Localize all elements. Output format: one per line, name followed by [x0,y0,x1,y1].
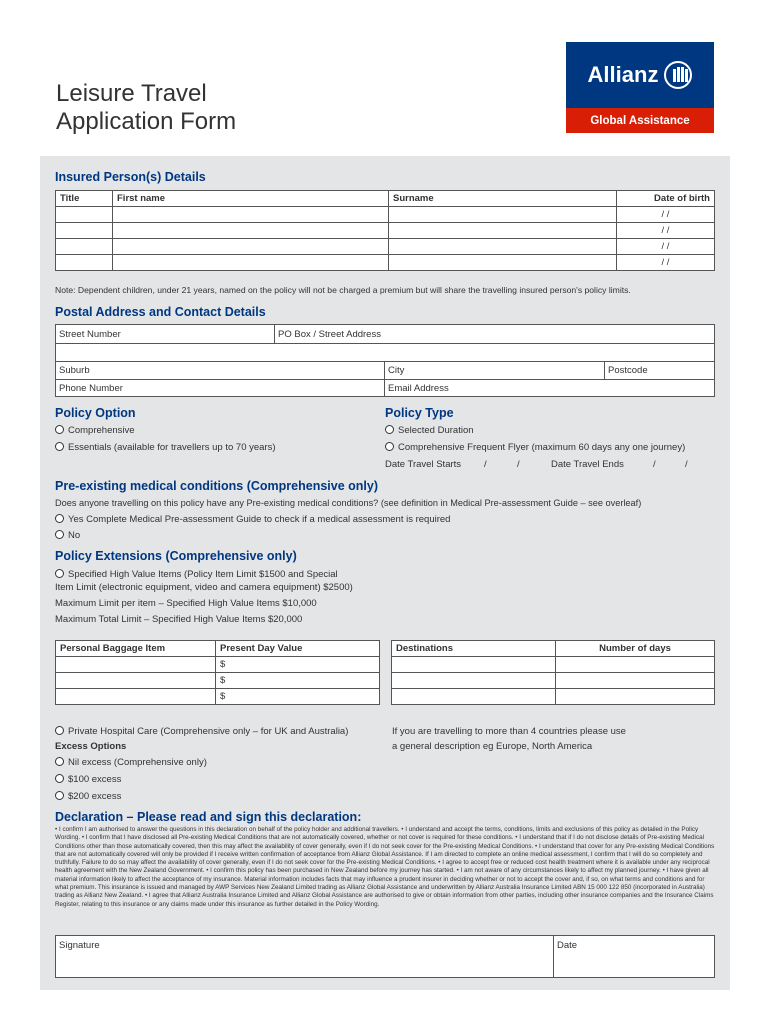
high-value-label-1: Specified High Value Items (Policy Item Limit $1500 and Special [68,569,338,580]
baggage-item-cell[interactable] [56,689,216,705]
medical-no-label: No [68,530,81,541]
medical-yes[interactable] [55,514,450,525]
policy-type-heading: Policy Type [385,406,454,420]
type-frequent-flyer[interactable] [385,442,685,453]
col-title: Title [56,191,113,207]
excess-100-label: $100 excess [68,774,122,785]
radio-icon[interactable] [385,442,394,451]
date-travel-ends-label: Date Travel Ends [551,459,624,470]
excess-heading: Excess Options [55,741,127,752]
destination-cell[interactable] [392,657,556,673]
dob-cell[interactable]: / / [617,239,715,255]
days-cell[interactable] [556,673,715,689]
title-cell[interactable] [56,239,113,255]
page-title [56,80,236,136]
private-hospital-option[interactable] [55,726,348,737]
declaration-heading: Declaration – Please read and sign this declaration: [55,810,362,824]
col-surname: Surname [389,191,617,207]
max-total-limit: Maximum Total Limit – Specified High Value Items $20,000 [55,614,303,625]
title-cell[interactable] [56,223,113,239]
title-cell[interactable] [56,255,113,271]
radio-icon[interactable] [55,726,64,735]
title-line-2: Application Form [56,108,237,135]
date-travel-starts-label: Date Travel Starts [385,459,462,470]
declaration-text: • I confirm I am authorised to answer the questions in this declaration on behalf of the policy holder and additional travellers. • I understand and accept the terms, conditions, limits and exclusions of this policy as detailed in the Policy Wording. • I confirm that I have disclosed all Pre-existing Medical Conditions that are not automatically covered, whether or not cover is required for these conditions. • I understand that if I do not disclose details of Pre-existing Medical Conditions other than those automatically covered, then this may affect the availability of cover generally, even if I do not seek cover for the Pre-existing Medical Conditions. • I understand that cover for any Pre-existing Medical Conditions that are not automatically covered will only be provided if I receive written confirmation of acceptance from Allianz Global Assistance. If I am directed to complete an online medical assessment, I confirm that I will do so completely and truthfully. Failure to do so may affect the availability of cover generally, even if I do not seek cover for the Pre-existing Medical Conditions. • I agree to accept free or reduced cost health treatment where it is available under any reciprocal health agreement with the New Zealand Government. • I confirm this policy has been purchased in New Zealand before my journey has started. • I am not aware of any circumstances likely to affect my planned journey. • I have given all material information likely to affect the acceptance of my insurance. Material information includes facts that may influence a prudent insurer in deciding whether or not to accept the cover and, if so, on what terms and conditions and for what premium. This insurance is issued and managed by AWP Services New Zealand Limited trading as Allianz Global Assistance and underwritten by Allianz Australia Insurance Limited ABN 15 000 122 850 (incorporated in Australia) trading as Allianz New Zealand. • I agree that Allianz Australia Insurance Limited and Allianz Global Assistance are authorised to give or obtain information from other parties, including other insurance companies and the Insurance Claims Register, relating to this insurance or any claims made under this insurance as further detailed in the Policy Wording. [55,826,715,908]
table-row [56,689,380,705]
insured-heading: Insured Person(s) Details [55,170,206,184]
high-value-option[interactable] [55,569,338,580]
dob-cell[interactable]: / / [617,207,715,223]
days-cell[interactable] [556,689,715,705]
surname-cell[interactable] [389,239,617,255]
end-date-slash-2[interactable]: / [685,459,688,470]
title-line-1: Leisure Travel [56,80,207,107]
title-cell[interactable] [56,207,113,223]
baggage-value-cell[interactable]: $ [216,657,380,673]
signature-field[interactable]: Signature [59,940,100,951]
type-selected-duration[interactable] [385,425,474,436]
surname-cell[interactable] [389,207,617,223]
street-number-field[interactable]: Street Number [59,329,121,340]
postcode-field[interactable]: Postcode [608,365,648,376]
table-row [392,657,715,673]
radio-icon[interactable] [55,774,64,783]
table-row [56,657,380,673]
table-row [392,673,715,689]
table-row [56,255,715,271]
table-row [56,239,715,255]
type-label: Selected Duration [398,425,474,436]
option-label: Comprehensive [68,425,135,436]
start-date-slash-1[interactable]: / [484,459,487,470]
destinations-note-1: If you are travelling to more than 4 countries please use [392,726,626,737]
baggage-item-cell[interactable] [56,673,216,689]
first-name-cell[interactable] [113,255,389,271]
option-essentials[interactable] [55,442,276,453]
date-field[interactable]: Date [557,940,578,951]
days-cell[interactable] [556,657,715,673]
excess-200[interactable] [55,791,121,802]
radio-icon[interactable] [55,530,64,539]
allianz-eagle-icon [664,61,692,89]
max-item-limit: Maximum Limit per item – Specified High Value Items $10,000 [55,598,317,609]
po-box-field[interactable]: PO Box / Street Address [278,329,381,340]
surname-cell[interactable] [389,255,617,271]
start-date-slash-2[interactable]: / [517,459,520,470]
col-dob: Date of birth [617,191,715,207]
baggage-col-value: Present Day Value [216,641,380,657]
insured-table [55,190,715,271]
destinations-table [391,640,715,705]
radio-icon[interactable] [55,569,64,578]
baggage-item-cell[interactable] [56,657,216,673]
radio-icon[interactable] [385,425,394,434]
radio-icon[interactable] [55,425,64,434]
table-row [56,673,380,689]
postal-heading: Postal Address and Contact Details [55,305,266,319]
table-row [56,223,715,239]
logo-brand: Allianz [587,62,659,87]
destinations-note-2: a general description eg Europe, North America [392,741,593,752]
dob-cell[interactable]: / / [617,223,715,239]
option-comprehensive[interactable] [55,425,135,436]
private-hospital-label: Private Hospital Care (Comprehensive only – for UK and Australia) [68,726,349,737]
radio-icon[interactable] [55,791,64,800]
destination-cell[interactable] [392,689,556,705]
city-field[interactable]: City [388,365,405,376]
logo-sub: Global Assistance [566,108,714,133]
excess-100[interactable] [55,774,121,785]
medical-question: Does anyone travelling on this policy have any Pre-existing medical conditions? (see definition in Medical Pre-assessment Guide – see overleaf) [55,498,642,508]
type-label: Comprehensive Frequent Flyer (maximum 60 days any one journey) [398,442,686,453]
first-name-cell[interactable] [113,223,389,239]
extensions-heading: Policy Extensions (Comprehensive only) [55,549,297,563]
baggage-value-cell[interactable]: $ [216,673,380,689]
radio-icon[interactable] [55,514,64,523]
first-name-cell[interactable] [113,207,389,223]
dest-col-destination: Destinations [392,641,556,657]
baggage-col-item: Personal Baggage Item [56,641,216,657]
baggage-value-cell[interactable]: $ [216,689,380,705]
policy-option-heading: Policy Option [55,406,136,420]
allianz-logo [566,42,714,133]
surname-cell[interactable] [389,223,617,239]
end-date-slash-1[interactable]: / [653,459,656,470]
phone-field[interactable]: Phone Number [59,383,123,394]
radio-icon[interactable] [55,442,64,451]
col-first-name: First name [113,191,389,207]
dependent-note: Note: Dependent children, under 21 years, named on the policy will not be charged a premium but will share the travelling insured person's policy limits. [55,285,631,295]
baggage-table [55,640,380,705]
dob-cell[interactable]: / / [617,255,715,271]
first-name-cell[interactable] [113,239,389,255]
email-field[interactable]: Email Address [388,383,449,394]
signature-box [55,935,715,978]
medical-no[interactable] [55,530,80,541]
excess-nil-label: Nil excess (Comprehensive only) [68,757,207,768]
table-row [56,207,715,223]
table-row [392,689,715,705]
medical-yes-label: Yes Complete Medical Pre-assessment Guide to check if a medical assessment is required [68,514,451,525]
suburb-field[interactable]: Suburb [59,365,90,376]
option-label: Essentials (available for travellers up to 70 years) [68,442,276,453]
dest-col-days: Number of days [556,641,715,657]
excess-200-label: $200 excess [68,791,122,802]
high-value-label-2: Item Limit (electronic equipment, video and camera equipment) $2500) [55,582,353,593]
medical-heading: Pre-existing medical conditions (Comprehensive only) [55,479,378,493]
destination-cell[interactable] [392,673,556,689]
excess-nil[interactable] [55,757,207,768]
radio-icon[interactable] [55,757,64,766]
